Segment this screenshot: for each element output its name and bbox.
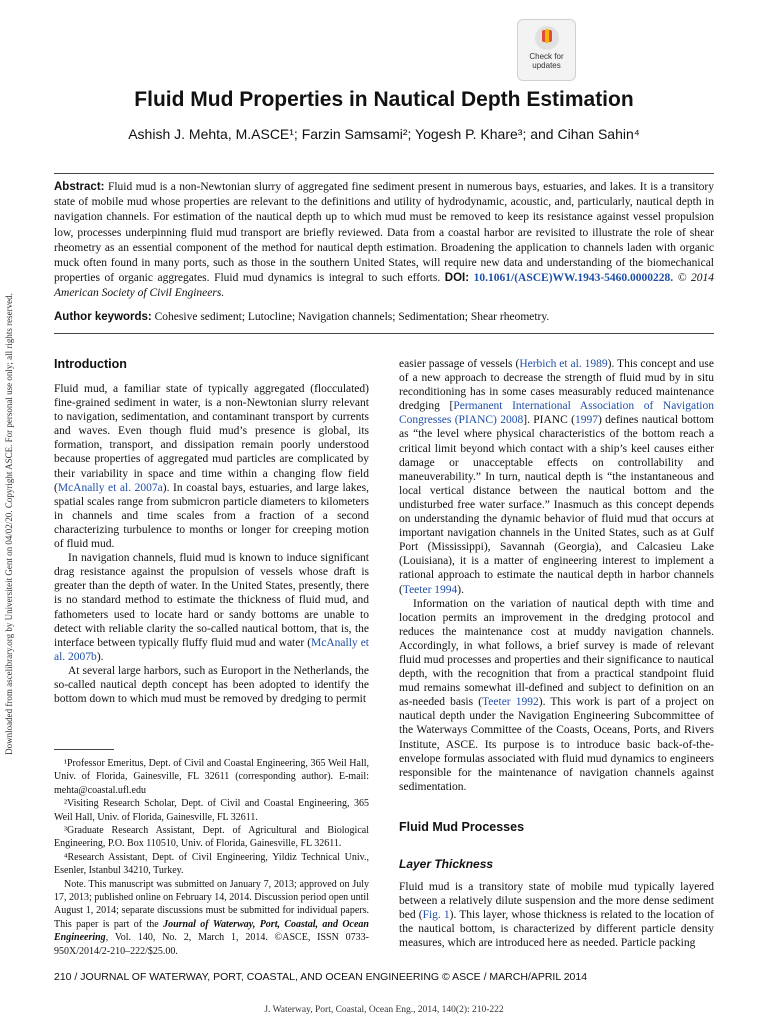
intro-p1-text-b: ). In coastal bays, estuaries, and large lakes, spatial scales range from submicron particle diameters to kilometers in channels and time scales from a fraction of a second characterizing turbulence to months or longer for creeping motion of fluid mud. — [54, 481, 369, 551]
footnote-1: ¹Professor Emeritus, Dept. of Civil and Coastal Engineering, 365 Weil Hall, Univ. of Florida, Gainesville, FL 32611 (corresponding author). E-mail: mehta@coastal.ufl.edu — [54, 758, 369, 796]
abstract-text: Fluid mud is a non-Newtonian slurry of aggregated fine sediment present in numerous bays, estuaries, and lakes. It is a transitory state of mobile mud whose properties are relevant to the definitions and utility of hydrodynamic, acoustic, and, particularly, nautical depth in navigation channels. For estimation of the nautical depth up to which mud must be removed to keep its resistance against vessel propulsion low, processes underpinning fluid mud transport are briefly reviewed. Data from a coastal harbor are revisited to illustrate the role of shear rheometry as an essential component of the method for nautical depth estimation. Broadening the application to channels laden with organic muck often found in many ports, such as those in the southern United States, will require new data and understanding of the biomechanical properties of organic aggregates. Fluid mud dynamics is integral to such efforts. — [54, 181, 714, 285]
ref-pianc-1997[interactable]: 1997 — [574, 414, 598, 427]
abstract-top-rule — [54, 173, 714, 174]
right-paragraph-2 — [399, 597, 714, 794]
right-p3-a: Fluid mud is a transitory state of mobile mud typically layered between a relatively dilute suspension and the more dense sediment bed ( — [399, 881, 714, 922]
page-footer: 210 / JOURNAL OF WATERWAY, PORT, COASTAL, AND OCEAN ENGINEERING © ASCE / MARCH/APRIL 2014 — [54, 971, 588, 983]
intro-p1-text-a: Fluid mud, a familiar state of typically aggregated (flocculated) fine-grained sediment in water, is a non-Newtonian slurry relevant to navigation, sedimentation, and contaminant transport by currents and waves. Even though fluid mud’s presence is global, its formation, transport, and dissipation remain poorly understood because properties of aggregated mud particles are complicated by their variability in space and time within a changing flow field ( — [54, 383, 369, 494]
abstract-bottom-rule — [54, 333, 714, 334]
paper-title: Fluid Mud Properties in Nautical Depth Estimation — [134, 88, 634, 111]
journal-name: Journal of Waterway, Port, Coastal, and Ocean Engineering — [54, 918, 369, 944]
intro-paragraph-2 — [54, 551, 369, 664]
right-p3-b: ). This layer, whose thickness is related to the location of the nautical bottom, is characterized by different particle density measures, which are introduced here as needed. Particle packing — [399, 909, 714, 950]
bookmark-icon — [535, 26, 559, 50]
intro-paragraph-3: At several large harbors, such as Europort in the Netherlands, the so-called nautical depth concept has been adopted to identify the bottom down to which mud must be removed by dredging to permit — [54, 664, 369, 706]
section-heading-introduction: Introduction — [54, 357, 127, 371]
badge-line-1: Check for — [529, 52, 564, 61]
right-p1-b: ). This concept and use of a new approach to decrease the strength of fluid mud by in situ reconditioning has in some cases measurably reduced maintenance dredging [ — [399, 358, 714, 413]
note-text-b: , Vol. 140, No. 2, March 1, 2014. ©ASCE, ISSN 0733-950X/2014/2-210–222/$25.00. — [54, 932, 369, 957]
abstract-label: Abstract: — [54, 181, 105, 193]
intro-paragraph-1 — [54, 382, 369, 551]
left-column — [54, 382, 369, 706]
doi-label: DOI: — [444, 272, 470, 285]
right-paragraph-1 — [399, 357, 714, 597]
check-for-updates-badge[interactable] — [517, 19, 576, 81]
footnote-2: ²Visiting Research Scholar, Dept. of Civil and Coastal Engineering, 365 Weil Hall, Univ. of Florida, Gainesville, FL 32611. — [54, 798, 369, 823]
ref-teeter-1994[interactable]: Teeter 1994 — [402, 583, 458, 596]
ref-teeter-1992[interactable]: Teeter 1992 — [482, 696, 539, 709]
doi-link[interactable]: 10.1061/(ASCE)WW.1943-5460.0000228. — [473, 272, 674, 285]
right-p2-b: ). This work is part of a project on nautical depth under the Navigation Engineering Subcommittee of the Waterways Committee of the Coasts, Oceans, Ports, and Rivers Institute, ASCE. Its purpose is to introduce basic back-of-the-envelope formulas associated with fluid mud dynamics to engineers responsible for the maintenance of navigation channels against sedimentation. — [399, 696, 714, 793]
ref-pianc-2008[interactable]: Permanent International Association of Navigation Congresses (PIANC) 2008 — [399, 400, 714, 427]
submission-note — [54, 878, 369, 958]
right-p1-c: ]. PIANC ( — [523, 414, 575, 427]
ref-mcanally-2007b[interactable]: McAnally et al. 2007b — [54, 636, 369, 663]
citation-line: J. Waterway, Port, Coastal, Ocean Eng., 2014, 140(2): 210-222 — [264, 1005, 504, 1015]
download-notice — [2, 244, 16, 804]
right-p1-a: easier passage of vessels ( — [399, 358, 520, 370]
download-notice-text: Downloaded from ascelibrary.org by Universiteit Gent on 04/02/20. Copyright ASCE. For personal use only; all rights reserved. — [4, 293, 14, 755]
right-p1-d: ) defines nautical bottom as “the level where physical characteristics of the bottom reach a critical limit beyond which contact with a ship’s keel causes either damage or unacceptable effects on controllability and maneuverability.” In turn, nautical depth is “the instantaneous and local vertical distance between the nautical bottom and the undisturbed free water surface.” Inasmuch as this concept depends on understanding the dynamic behavior of fluid mud that occurs at important navigation channels in the United States, such as at Gulf Port (Mississippi), Savannah (Georgia), and Calcasieu Lake (Louisiana), it is a matter of engineering interest to implement a rational approach to estimate the nautical depth in harbor channels ( — [399, 414, 714, 596]
badge-text — [518, 52, 575, 70]
right-column-bottom — [399, 880, 714, 950]
keywords — [54, 311, 714, 323]
ref-fig-1[interactable]: Fig. 1 — [422, 909, 450, 922]
right-p2-a: Information on the variation of nautical depth with time and location permits an improvement in the dredging protocol and reduces the maintenance cost at muddy navigation channels. Accordingly, in what follows, a brief survey is made of relevant fluid mud processes and properties and their significance to nautical depth, with the recognition that from a practical standpoint fluid mud remains somewhat ill-defined and subject to definition on an as-needed basis ( — [399, 597, 714, 709]
copyright-text: © 2014 American Society of Civil Engineers. — [54, 272, 715, 300]
footnote-3: ³Graduate Research Assistant, Dept. of Agricultural and Biological Engineering, P.O. Box 110510, Univ. of Florida, Gainesville, FL 32611. — [54, 825, 369, 850]
intro-p2-text-a: In navigation channels, fluid mud is known to induce significant drag resistance against the propulsion of vessels whose draft is greater than the depth of water. In the United States, presently, there is no standard method to estimate the thickness of fluid mud, and fathometers used to locate hard or sandy bottoms are unable to detect with reliable clarity the so-called nautical bottom, that is, the interface between typically fluffy fluid mud and water ( — [54, 552, 369, 649]
abstract — [54, 180, 714, 302]
keywords-label: Author keywords: — [54, 311, 152, 323]
right-paragraph-3 — [399, 880, 714, 950]
subsection-heading-layer-thickness: Layer Thickness — [399, 857, 494, 871]
intro-p2-text-b: ). — [96, 650, 104, 663]
footnote-4: ⁴Research Assistant, Dept. of Civil Engineering, Yildiz Technical Univ., Esenler, Istanbul 34210, Turkey. — [54, 851, 369, 877]
footnote-rule — [54, 749, 114, 750]
section-heading-fluid-mud-processes: Fluid Mud Processes — [399, 820, 525, 834]
author-list: Ashish J. Mehta, M.ASCE¹; Farzin Samsami²; Yogesh P. Khare³; and Cihan Sahin⁴ — [128, 126, 640, 142]
footnotes — [54, 757, 369, 958]
right-column-top — [399, 357, 714, 794]
note-text-a: Note. This manuscript was submitted on January 7, 2013; approved on July 17, 2013; published online on February 14, 2014. Discussion period open until August 1, 2014; separate discussions must be submitted for individual papers. This paper is part of the — [54, 878, 369, 930]
right-p1-e: ). — [457, 583, 464, 596]
ref-herbich-1989[interactable]: Herbich et al. 1989 — [519, 358, 608, 370]
badge-line-2: updates — [532, 61, 561, 70]
keywords-text: Cohesive sediment; Lutocline; Navigation channels; Sedimentation; Shear rheometry. — [154, 311, 550, 323]
ref-mcanally-2007a[interactable]: McAnally et al. 2007a — [57, 481, 163, 494]
